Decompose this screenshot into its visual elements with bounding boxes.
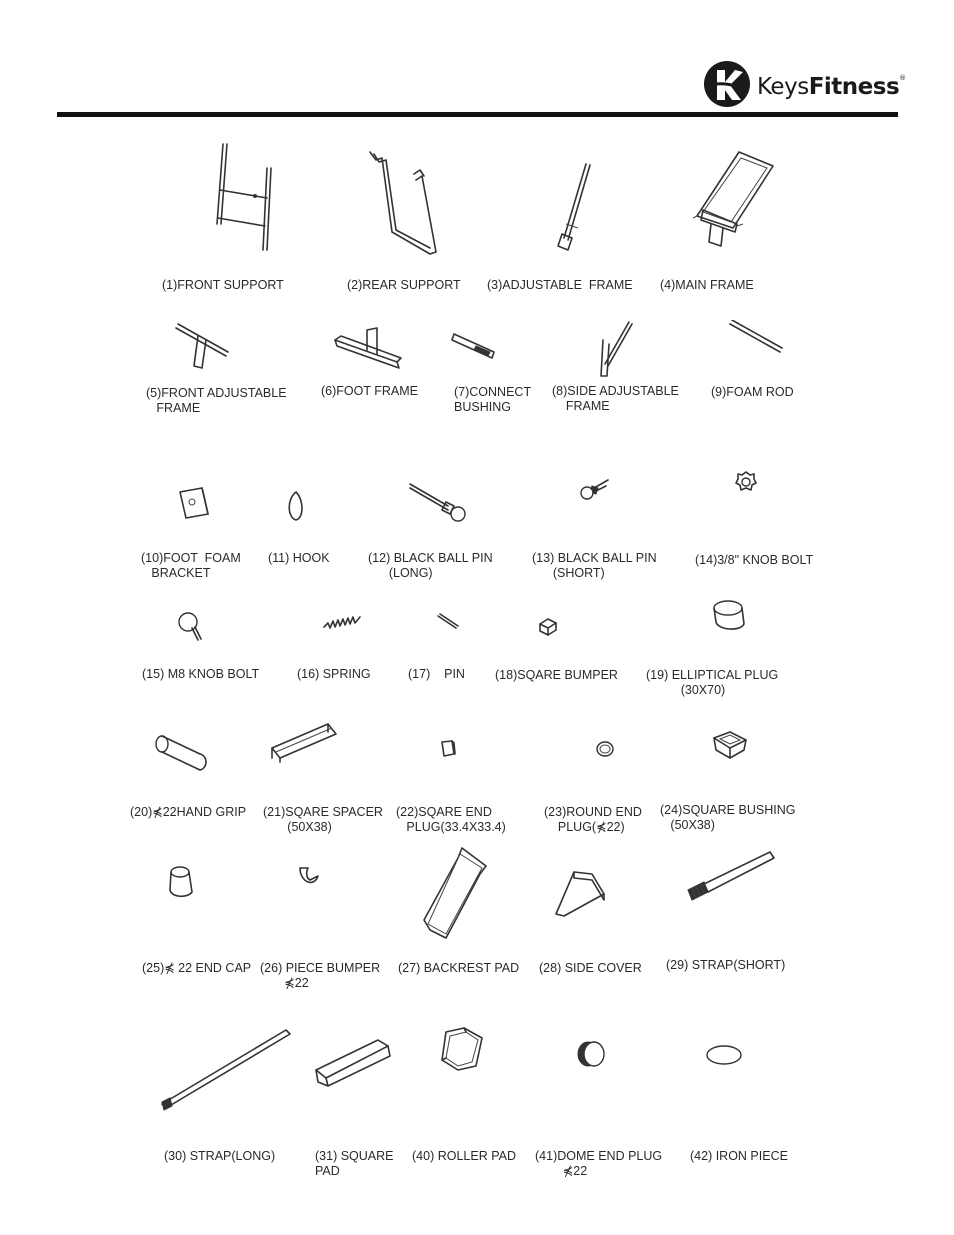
header-rule (57, 112, 898, 117)
part-label-10: (10)FOOT FOAM BRACKET (141, 551, 241, 580)
dome-end-plug-icon (574, 1038, 608, 1070)
part-label-3: (3)ADJUSTABLE FRAME (487, 278, 633, 292)
foam-rod-icon (728, 320, 784, 358)
roller-pad-icon (438, 1026, 486, 1072)
part-label-16: (16) SPRING (297, 667, 371, 681)
square-spacer-icon (268, 720, 340, 764)
part-label-12: (12) BLACK BALL PIN (LONG) (368, 551, 493, 580)
part-label-17: (17) PIN (408, 667, 465, 681)
knob-bolt-3-8-icon (734, 470, 758, 494)
side-cover-icon (552, 864, 608, 920)
part-label-22: (22)SQARE END PLUG(33.4X33.4) (396, 805, 506, 834)
part-label-42: (42) IRON PIECE (690, 1149, 788, 1163)
square-pad-icon (312, 1036, 392, 1088)
m8-knob-bolt-icon (174, 610, 208, 644)
round-end-plug-icon (594, 739, 616, 759)
black-ball-pin-long-icon (408, 480, 470, 526)
brand-light: Keys (757, 74, 809, 100)
keys-fitness-logo (703, 60, 906, 112)
keys-fitness-logo-mark-icon (703, 60, 751, 108)
strap-long-icon (158, 1026, 294, 1112)
brand-bold: Fitness (808, 74, 900, 100)
foot-frame-icon (333, 326, 403, 376)
adjustable-frame-icon (550, 160, 600, 255)
part-label-11: (11) HOOK (268, 551, 330, 565)
brand-name (757, 74, 906, 100)
part-label-40: (40) ROLLER PAD (412, 1149, 516, 1163)
part-label-6: (6)FOOT FRAME (321, 384, 418, 398)
square-end-plug-icon (438, 738, 458, 760)
part-label-13: (13) BLACK BALL PIN (SHORT) (532, 551, 657, 580)
pin-icon (436, 612, 460, 632)
end-cap-icon (166, 864, 198, 900)
backrest-pad-icon (416, 844, 496, 944)
hand-grip-icon (152, 734, 210, 772)
part-label-1: (1)FRONT SUPPORT (162, 278, 284, 292)
part-label-4: (4)MAIN FRAME (660, 278, 754, 292)
front-support-icon (205, 138, 285, 258)
part-label-25: (25)⋠ 22 END CAP (142, 961, 252, 975)
part-label-7: (7)CONNECT BUSHING (454, 385, 532, 414)
side-adjustable-frame-icon (595, 318, 635, 380)
foot-foam-bracket-icon (174, 486, 214, 522)
elliptical-plug-icon (710, 598, 750, 634)
part-label-8: (8)SIDE ADJUSTABLE FRAME (552, 384, 679, 413)
part-label-9: (9)FOAM ROD (711, 385, 794, 399)
brand-registered-mark: ® (899, 74, 906, 82)
hook-icon (284, 488, 308, 524)
part-label-26: (26) PIECE BUMPER ⋠22 (260, 961, 381, 990)
part-label-15: (15) M8 KNOB BOLT (142, 667, 260, 681)
connect-bushing-icon (450, 330, 500, 362)
part-label-20: (20)⋠22HAND GRIP (130, 805, 247, 819)
part-label-28: (28) SIDE COVER (539, 961, 642, 975)
part-label-14: (14)3/8" KNOB BOLT (695, 553, 814, 567)
part-label-2: (2)REAR SUPPORT (347, 278, 461, 292)
part-label-23: (23)ROUND END PLUG(⋠22) (544, 805, 642, 834)
piece-bumper-icon (296, 864, 324, 890)
iron-piece-icon (704, 1042, 744, 1068)
part-label-30: (30) STRAP(LONG) (164, 1149, 276, 1163)
spring-icon (322, 613, 362, 631)
square-bumper-icon (536, 616, 560, 638)
part-label-27: (27) BACKREST PAD (398, 961, 520, 975)
part-label-19: (19) ELLIPTICAL PLUG (30X70) (646, 668, 779, 697)
strap-short-icon (684, 848, 776, 904)
part-label-24: (24)SQUARE BUSHING (50X38) (660, 803, 796, 832)
black-ball-pin-short-icon (578, 476, 612, 502)
part-label-21: (21)SQARE SPACER (50X38) (263, 805, 383, 834)
front-adjustable-frame-icon (172, 322, 232, 370)
main-frame-icon (683, 148, 783, 253)
rear-support-icon (362, 146, 447, 261)
part-label-29: (29) STRAP(SHORT) (666, 958, 786, 972)
part-label-31: (31) SQUARE PAD (315, 1149, 394, 1178)
square-bushing-icon (710, 728, 750, 762)
part-label-41: (41)DOME END PLUG ⋠22 (535, 1149, 663, 1178)
part-label-18: (18)SQARE BUMPER (495, 668, 618, 682)
part-label-5: (5)FRONT ADJUSTABLE FRAME (146, 386, 287, 415)
